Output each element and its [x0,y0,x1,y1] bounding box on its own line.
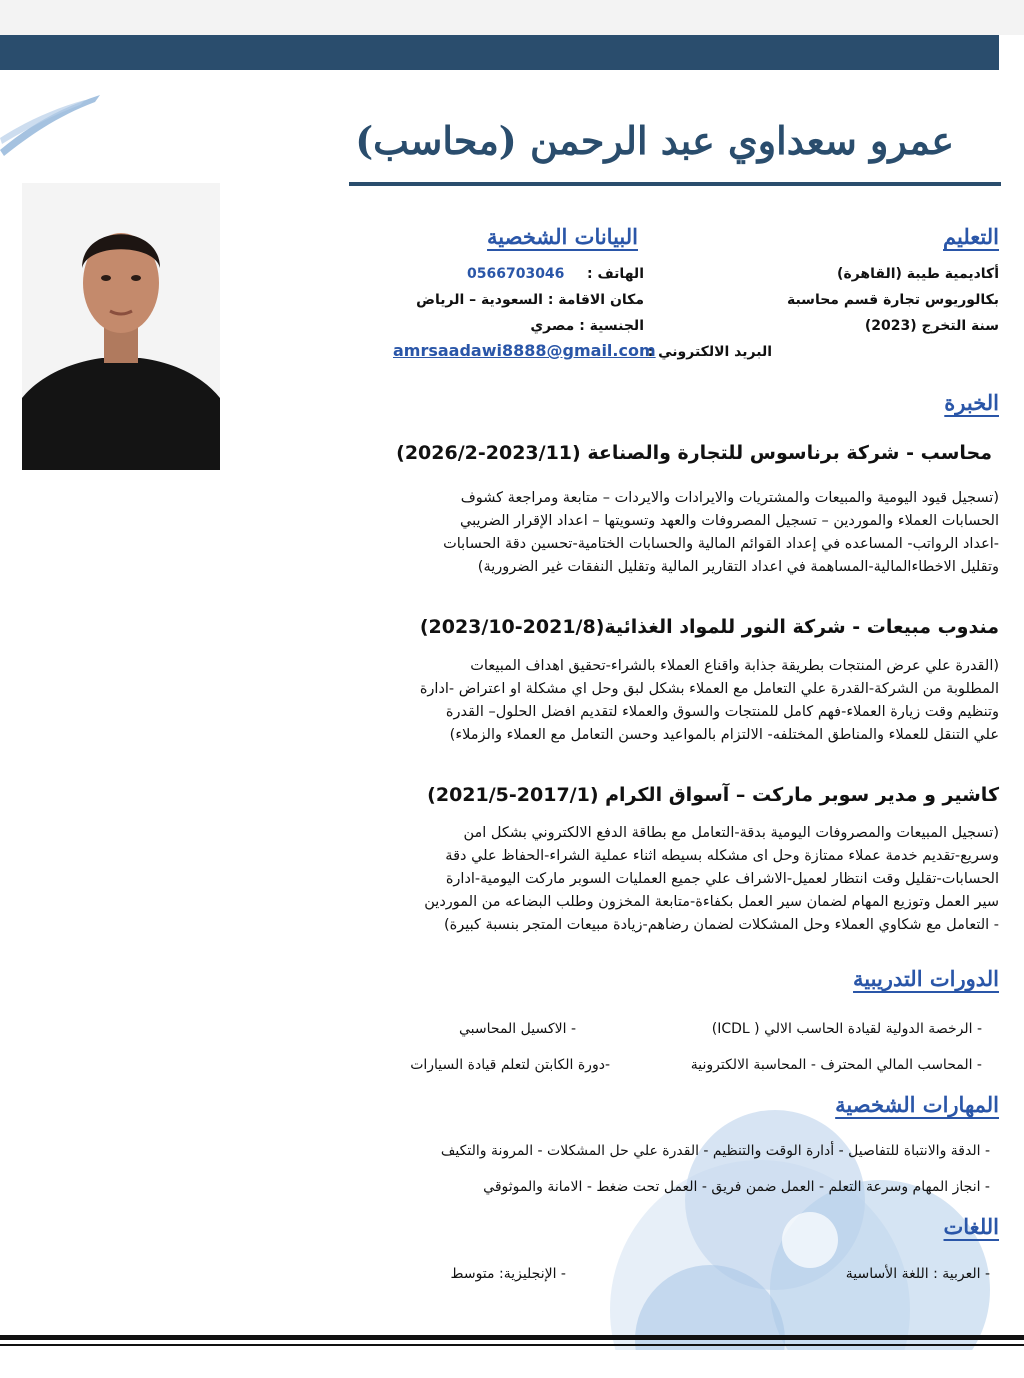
phone-label: الهاتف : [587,266,644,282]
brush-stroke-decoration [0,90,110,160]
job-description-line: الحسابات العملاء والموردين – تسجيل المصروفات والعهد وتسويتها – اعداد الإقرار الضريبي [460,513,999,529]
skills-heading: المهارات الشخصية [835,1092,999,1117]
language-english: - الإنجليزية: متوسط [450,1266,566,1282]
circles-decoration [560,1090,1000,1350]
job-description-line: المطلوبة من الشركة-القدرة علي التعامل مع العملاء بشكل لبق وحل اي مشكلة او اعتراض -ادارة [419,681,999,697]
job-description-line: الحسابات-تقليل وقت انتظار لعميل-الاشراف علي جميع العمليات السوبر ماركت اليومية-ادارة [445,871,999,887]
title-underline [349,182,1001,186]
language-arabic: - العربية : اللغة الأساسية [845,1266,990,1282]
profile-photo [22,183,220,470]
course-item: -دورة الكابتن لتعلم قيادة السيارات [410,1057,610,1073]
footer-rule [0,1335,1024,1340]
job-description [443,487,999,579]
job-title: كاشير و مدير سوبر ماركت – آسواق الكرام (2017/1-2021/5) [427,784,999,806]
job-description-line: علي التنقل للعملاء والمناطق المختلفه- الالتزام بالمواعيد وحسن التعامل مع العملاء والزملاء) [449,727,999,743]
job-description [420,655,999,747]
footer-rule [0,1344,1024,1346]
email-label: البريد الالكتروني : [647,344,772,360]
nationality-line: الجنسية : مصري [530,318,644,334]
skills-row: - الدقة والانتباة للتفاصيل - أدارة الوقت والتنظيم - القدرة علي حل المشكلات - المرونة والتكيف [440,1143,990,1159]
courses-heading: الدورات التدريبية [853,966,999,991]
job-description-line: سير العمل وتوزيع المهام لضمان سير العمل بكفاءة-متابعة المخزون وطلب البضاعه من الموردين [424,894,999,910]
education-heading: التعليم [943,224,999,249]
course-item: - الاكسيل المحاسبي [459,1021,576,1037]
course-item: - المحاسب المالي المحترف - المحاسبة الالكترونية [690,1057,982,1073]
education-line: أكاديمية طيبة (القاهرة) [837,266,999,282]
job-title: مندوب مبيعات - شركة النور للمواد الغذائية(2021/8-2023/10) [419,616,999,638]
phone-value[interactable]: 0566703046 [467,266,565,282]
education-line: بكالوريوس تجارة قسم محاسبة [786,292,999,308]
job-description-line: - التعامل مع شكاوي العملاء وحل المشكلات لضمان رضاهم-زيادة مبيعات المتجر بنسبة كبيرة) [443,917,999,933]
experience-heading: الخبرة [944,390,999,415]
job-description-line: وتنظيم وقت زيارة العملاء-فهم كامل للمنتجات والسوق والعملاء لتقديم افضل الحلول– القدرة [445,704,999,720]
residence-line: مكان الاقامة : السعودية – الرياض [416,292,644,308]
header-bar [0,35,999,70]
languages-heading: اللغات [943,1214,999,1239]
job-description-line: (تسجيل المبيعات والمصروفات اليومية بدقة-التعامل مع بطاقة الدفع الالكتروني بشكل امن [463,825,999,841]
job-title: محاسب - شركة برناسوس للتجارة والصناعة (2023/11-2026/2) [396,442,992,464]
personal-data-heading: البيانات الشخصية [487,224,638,249]
job-description [424,822,999,937]
top-strip [0,0,1024,35]
skills-row: - انجاز المهام وسرعة التعلم - العمل ضمن فريق - العمل تحت ضغط - الامانة والموثوقي [483,1179,990,1195]
job-description-line: وسريع-تقديم خدمة عملاء ممتازة وحل اى مشكله بسيطه اثناء عملية الشراء-الحفاظ علي دقة [445,848,999,864]
education-line: سنة التخرج (2023) [864,318,999,334]
job-description-line: وتقليل الاخطاءالمالية-المساهمة في اعداد التقارير المالية وتقليل النفقات غير الضرورية) [477,559,999,575]
job-description-line: (القدرة علي عرض المنتجات بطريقة جذابة واقناع العملاء بالشراء-تحقيق اهداف المبيعات [470,658,999,674]
email-link[interactable]: amrsaadawi8888@gmail.com [393,341,656,360]
page-title: عمرو سعداوي عبد الرحمن (محاسب) [355,118,954,163]
job-description-line: (تسجيل قيود اليومية والمبيعات والمشتريات والايرادات والايردات – متابعة ومراجعة كشوف [460,490,999,506]
course-item: - الرخصة الدولية لقيادة الحاسب الالي ( ICDL) [711,1021,982,1037]
job-description-line: -اعداد الرواتب- المساعده في إعداد القوائم المالية والحسابات الختامية-تحسين دقة الحسابات [443,536,999,552]
